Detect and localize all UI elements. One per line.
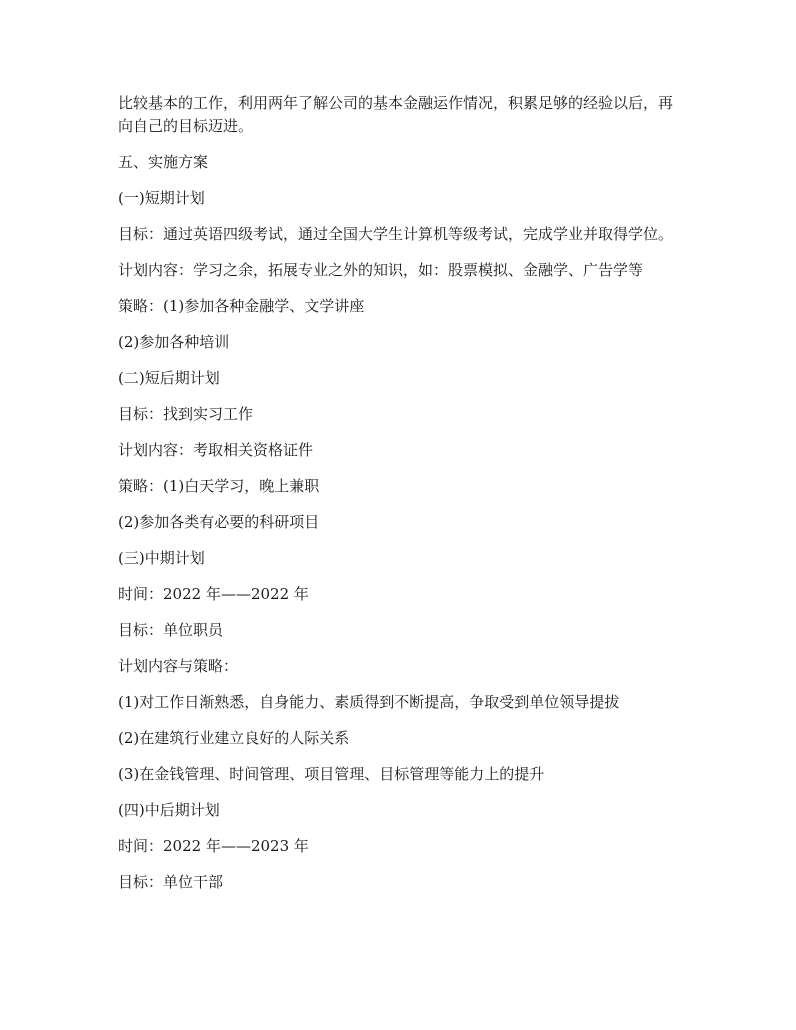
- paragraph-mid-later-time: 时间：2022 年——2023 年: [118, 837, 309, 855]
- paragraph-mid-term-time: 时间：2022 年——2022 年: [118, 585, 309, 603]
- paragraph-short-later-content: 计划内容：考取相关资格证件: [118, 441, 314, 459]
- paragraph-short-term-content: 计划内容：学习之余，拓展专业之外的知识，如：股票模拟、金融学、广告学等: [118, 261, 644, 279]
- paragraph-mid-term-goal: 目标：单位职员: [118, 621, 224, 639]
- subheading-short-later-plan: (二)短后期计划: [118, 369, 220, 387]
- document-body: [118, 92, 678, 907]
- paragraph-short-term-strategy-1: 策略：(1)参加各种金融学、文学讲座: [118, 297, 365, 315]
- paragraph-mid-later-goal: 目标：单位干部: [118, 873, 224, 891]
- subheading-mid-term-plan: (三)中期计划: [118, 549, 205, 567]
- paragraph-mid-term-item-3: (3)在金钱管理、时间管理、项目管理、目标管理等能力上的提升: [118, 765, 545, 783]
- paragraph-short-later-strategy-1: 策略：(1)白天学习，晚上兼职: [118, 477, 320, 495]
- subheading-short-term-plan: (一)短期计划: [118, 189, 205, 207]
- subheading-mid-later-plan: (四)中后期计划: [118, 801, 220, 819]
- section-heading-implementation: 五、实施方案: [118, 153, 209, 171]
- paragraph-intro: 比较基本的工作，利用两年了解公司的基本金融运作情况，积累足够的经验以后，再向自己的目标迈进。: [118, 94, 674, 135]
- paragraph-mid-term-item-1: (1)对工作日渐熟悉，自身能力、素质得到不断提高，争取受到单位领导提拔: [118, 693, 620, 711]
- paragraph-mid-term-item-2: (2)在建筑行业建立良好的人际关系: [118, 729, 350, 747]
- paragraph-short-term-goal: 目标：通过英语四级考试，通过全国大学生计算机等级考试，完成学业并取得学位。: [118, 225, 674, 243]
- paragraph-short-later-strategy-2: (2)参加各类有必要的科研项目: [118, 513, 320, 531]
- paragraph-mid-term-content-label: 计划内容与策略：: [118, 657, 239, 675]
- paragraph-short-term-strategy-2: (2)参加各种培训: [118, 333, 230, 351]
- paragraph-short-later-goal: 目标：找到实习工作: [118, 405, 254, 423]
